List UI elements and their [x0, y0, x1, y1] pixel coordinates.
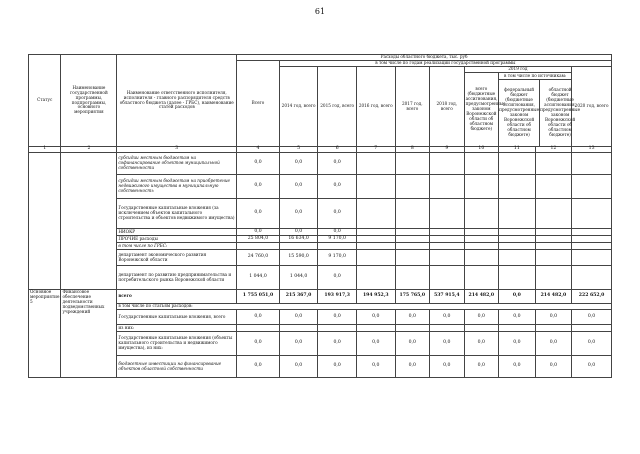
value-cell: [237, 325, 280, 332]
value-cell: [535, 325, 572, 332]
value-cell: [430, 153, 465, 175]
value-cell: 9 170,0: [318, 250, 357, 266]
value-cell: [572, 243, 612, 250]
column-number: 11: [499, 147, 536, 153]
value-cell: [318, 243, 357, 250]
value-cell: 0,0: [499, 332, 536, 356]
value-cell: [464, 175, 499, 199]
value-cell: 24 760,0: [237, 250, 280, 266]
value-cell: [430, 199, 465, 229]
value-cell: 0,0: [535, 332, 572, 356]
status-cell: [29, 153, 61, 290]
value-cell: 0,0: [464, 356, 499, 378]
column-number: 13: [572, 147, 612, 153]
value-cell: 0,0: [535, 356, 572, 378]
value-cell: [356, 175, 395, 199]
value-cell: [535, 243, 572, 250]
value-cell: [430, 243, 465, 250]
total-value-cell: 194 952,3: [356, 290, 395, 304]
total-value-cell: 222 652,0: [572, 290, 612, 304]
value-cell: [464, 325, 499, 332]
value-cell: 0,0: [318, 153, 357, 175]
value-cell: [464, 153, 499, 175]
column-number: 8: [395, 147, 430, 153]
value-cell: [572, 250, 612, 266]
value-cell: 0,0: [237, 175, 280, 199]
expense-item-name: из них:: [117, 325, 237, 332]
value-cell: [356, 199, 395, 229]
value-cell: 0,0: [279, 175, 318, 199]
expense-item-name: департамент по развитию предпринимательства и потребительского рынка Воронежской области: [117, 266, 237, 290]
column-number: 2: [61, 147, 117, 153]
value-cell: 0,0: [395, 332, 430, 356]
value-cell: [499, 243, 536, 250]
value-cell: 0,0: [318, 356, 357, 378]
expense-item-name: бюджетные инвестиции на финансирование объектов областной собственности: [117, 356, 237, 378]
value-cell: 0,0: [464, 310, 499, 325]
value-cell: [430, 175, 465, 199]
value-cell: 0,0: [237, 356, 280, 378]
header-2019-total: всего (бюджетные ассигнования, предусмотренные законом Воронежской области об областном бюджете): [464, 73, 499, 147]
value-cell: [464, 236, 499, 243]
main-event-status: Основное мероприятие 5: [29, 290, 61, 378]
value-cell: 25 804,0: [237, 236, 280, 243]
value-cell: 0,0: [279, 153, 318, 175]
value-cell: [499, 175, 536, 199]
total-value-cell: 214 482,0: [535, 290, 572, 304]
value-cell: [535, 266, 572, 290]
value-cell: 0,0: [395, 356, 430, 378]
column-number: 3: [117, 147, 237, 153]
value-cell: [395, 236, 430, 243]
value-cell: [572, 175, 612, 199]
value-cell: [572, 266, 612, 290]
header-2015: 2015 год, всего: [318, 67, 357, 147]
value-cell: [430, 266, 465, 290]
value-cell: [395, 243, 430, 250]
value-cell: [535, 250, 572, 266]
value-cell: 0,0: [430, 356, 465, 378]
expense-item-name: НИОКР: [117, 229, 237, 236]
value-cell: [395, 175, 430, 199]
value-cell: 0,0: [318, 310, 357, 325]
value-cell: [464, 266, 499, 290]
value-cell: 0,0: [572, 356, 612, 378]
table-row: [29, 332, 612, 356]
value-cell: [535, 229, 572, 236]
value-cell: [279, 325, 318, 332]
table-row: [29, 175, 612, 199]
column-number: 1: [29, 147, 61, 153]
total-value-cell: 0,0: [499, 290, 536, 304]
value-cell: [356, 250, 395, 266]
total-value-cell: 1 755 051,0: [237, 290, 280, 304]
value-cell: 0,0: [318, 175, 357, 199]
value-cell: [572, 325, 612, 332]
value-cell: 15 590,0: [279, 250, 318, 266]
value-cell: 0,0: [279, 332, 318, 356]
value-cell: 0,0: [318, 332, 357, 356]
value-cell: [356, 153, 395, 175]
total-value-cell: 215 367,0: [279, 290, 318, 304]
expense-item-name: Государственные капитальные вложения (объекты капитального строительства и недвижимого имущества), из них:: [117, 332, 237, 356]
expense-item-name: Государственные капитальные вложения (за исключением объектов капитального строительства и объектов недвижимого имущества): [117, 199, 237, 229]
value-cell: [535, 236, 572, 243]
header-total: Всего: [237, 61, 280, 147]
column-number: 5: [279, 147, 318, 153]
value-cell: 0,0: [237, 229, 280, 236]
table-row: [29, 243, 612, 250]
value-cell: [572, 236, 612, 243]
value-cell: 0,0: [395, 310, 430, 325]
value-cell: 0,0: [499, 310, 536, 325]
value-cell: 0,0: [318, 266, 357, 290]
value-cell: 0,0: [279, 356, 318, 378]
table-row: [29, 310, 612, 325]
value-cell: [499, 236, 536, 243]
expense-item-name: департамент экономического развития Воронежской области: [117, 250, 237, 266]
value-cell: [356, 325, 395, 332]
value-cell: 0,0: [356, 356, 395, 378]
table-row: [29, 236, 612, 243]
value-cell: [430, 325, 465, 332]
value-cell: 0,0: [279, 310, 318, 325]
budget-table: [28, 54, 612, 378]
header-2017: 2017 год, всего: [395, 67, 430, 147]
expense-item-name: в том числе по ГРБС:: [117, 243, 237, 250]
column-number: 12: [535, 147, 572, 153]
value-cell: 0,0: [318, 229, 357, 236]
value-cell: [464, 229, 499, 236]
value-cell: [499, 199, 536, 229]
page-number: 61: [314, 7, 326, 16]
total-value-cell: 214 482,0: [464, 290, 499, 304]
header-2019-sources-cell: [499, 73, 581, 147]
table-row: [29, 266, 612, 290]
value-cell: [395, 266, 430, 290]
value-cell: [356, 236, 395, 243]
value-cell: 0,0: [237, 153, 280, 175]
value-cell: 0,0: [279, 199, 318, 229]
expense-item-name: Государственные капитальные вложения, всего: [117, 310, 237, 325]
value-cell: [318, 325, 357, 332]
value-cell: [499, 229, 536, 236]
value-cell: [395, 325, 430, 332]
value-cell: [535, 175, 572, 199]
value-cell: [356, 266, 395, 290]
value-cell: [499, 250, 536, 266]
total-value-cell: 175 765,0: [395, 290, 430, 304]
total-label: всего: [117, 290, 237, 304]
value-cell: [499, 266, 536, 290]
header-program: Наименование государственной программы, подпрограммы, основного мероприятия: [61, 55, 117, 147]
column-number: 6: [318, 147, 357, 153]
value-cell: [279, 243, 318, 250]
value-cell: 9 170,0: [318, 236, 357, 243]
header-2020: 2020 год, всего: [572, 67, 612, 147]
header-executor: Наименование ответственного исполнителя, исполнителя - главного распорядителя средств областного бюджета (далее - ГРБС), наименование статей расходов: [117, 55, 237, 147]
value-cell: [499, 325, 536, 332]
column-number: 7: [356, 147, 395, 153]
value-cell: 0,0: [535, 310, 572, 325]
value-cell: [572, 199, 612, 229]
total-value-cell: 193 917,3: [318, 290, 357, 304]
value-cell: 0,0: [237, 332, 280, 356]
table-row: [29, 290, 612, 304]
value-cell: [499, 153, 536, 175]
value-cell: [430, 229, 465, 236]
header-2014: 2014 год, всего: [279, 67, 318, 147]
table-row: [29, 199, 612, 229]
value-cell: [430, 236, 465, 243]
value-cell: [395, 250, 430, 266]
value-cell: 0,0: [237, 310, 280, 325]
table-row: [29, 325, 612, 332]
header-2018: 2018 год, всего: [430, 67, 465, 147]
by-articles-label: в том числе по статьям расходов:: [117, 304, 612, 310]
header-2016: 2016 год, всего: [356, 67, 395, 147]
value-cell: [395, 199, 430, 229]
value-cell: 0,0: [572, 332, 612, 356]
value-cell: [464, 250, 499, 266]
value-cell: [395, 229, 430, 236]
value-cell: 0,0: [499, 356, 536, 378]
value-cell: 0,0: [356, 332, 395, 356]
value-cell: 0,0: [279, 229, 318, 236]
value-cell: [356, 229, 395, 236]
header-2019-sources: в том числе по источникам:: [499, 73, 571, 80]
program-cell: [61, 153, 117, 290]
header-status: Статус: [29, 55, 61, 147]
value-cell: 0,0: [464, 332, 499, 356]
expense-item-name: субсидии местным бюджетам на софинансирование объектов муниципальной собственности: [117, 153, 237, 175]
table-row: [29, 153, 612, 175]
total-value-cell: 537 915,4: [430, 290, 465, 304]
column-number: 9: [430, 147, 465, 153]
value-cell: [572, 153, 612, 175]
value-cell: [464, 243, 499, 250]
value-cell: 0,0: [356, 310, 395, 325]
table-row: [29, 356, 612, 378]
value-cell: [356, 243, 395, 250]
value-cell: 0,0: [430, 332, 465, 356]
value-cell: [237, 243, 280, 250]
header-2019-federal: федеральный бюджет (бюджетные ассигнования, предусмотренные законом Воронежской области об областном бюджете): [499, 80, 540, 146]
column-number: 4: [237, 147, 280, 153]
value-cell: 0,0: [237, 199, 280, 229]
main-event-program: Финансовое обеспечение деятельности подведомственных учреждений: [61, 290, 117, 378]
header-expenses: Расходы областного бюджета, тыс. руб: [237, 55, 612, 61]
expense-item-name: ПРОЧИЕ расходы: [117, 236, 237, 243]
column-number: 10: [464, 147, 499, 153]
value-cell: 16 634,0: [279, 236, 318, 243]
value-cell: [430, 250, 465, 266]
header-by-years: в том числе по годам реализации государственной программы: [279, 61, 611, 67]
header-2019-regional: областной бюджет (бюджетные ассигнования, предусмотренные законом Воронежской области об областном бюджете): [540, 87, 581, 137]
table-row: [29, 250, 612, 266]
expense-item-name: субсидии местным бюджетам на приобретение недвижимого имущества в муниципальную собственность: [117, 175, 237, 199]
value-cell: 1 044,0: [279, 266, 318, 290]
header-2019: 2019 год: [464, 67, 572, 73]
value-cell: [464, 199, 499, 229]
value-cell: [395, 153, 430, 175]
value-cell: [535, 199, 572, 229]
value-cell: 0,0: [318, 199, 357, 229]
value-cell: 1 044,0: [237, 266, 280, 290]
value-cell: [572, 229, 612, 236]
value-cell: 0,0: [572, 310, 612, 325]
value-cell: 0,0: [430, 310, 465, 325]
value-cell: [535, 153, 572, 175]
table-row: [29, 229, 612, 236]
